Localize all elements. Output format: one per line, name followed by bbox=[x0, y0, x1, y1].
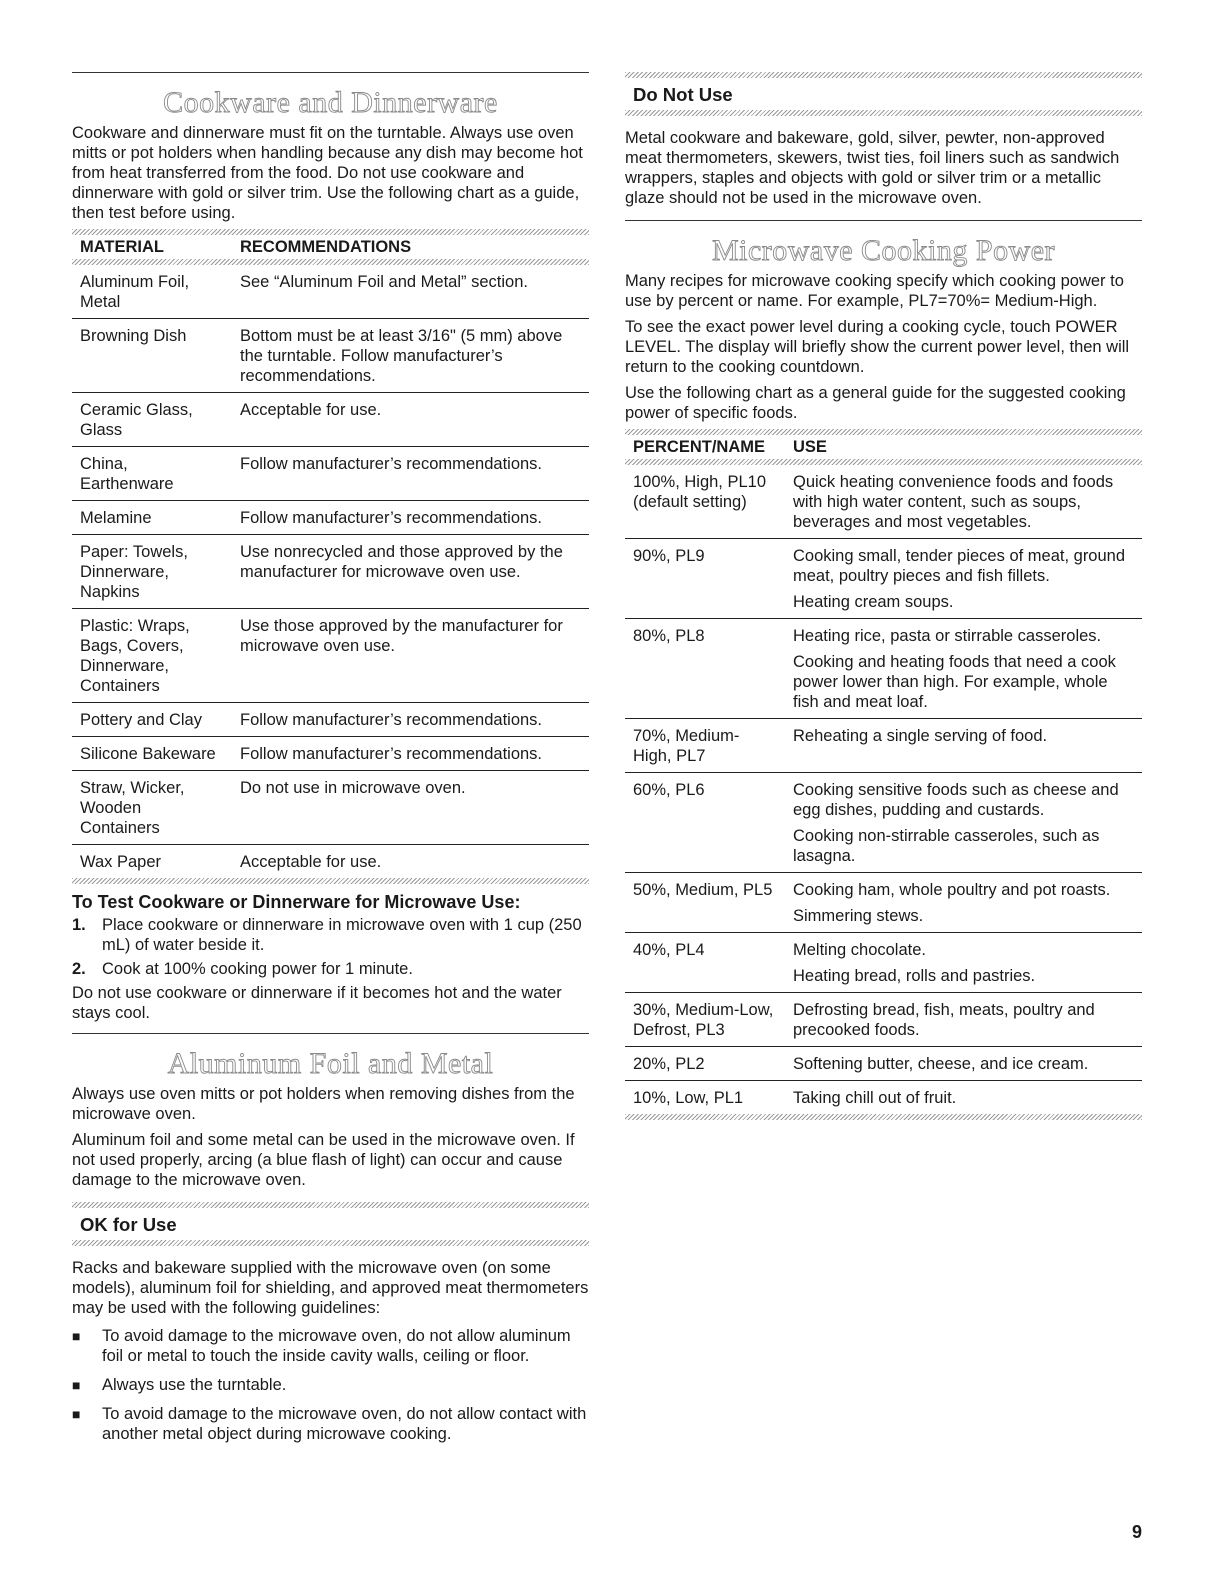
left-column bbox=[72, 72, 589, 1453]
col-header-recommendations: RECOMMENDATIONS bbox=[240, 238, 412, 256]
donot-text: Metal cookware and bakeware, gold, silver, pewter, non-approved meat thermometers, skewers, twist ties, foil liners such as sandwich wrappers, staples and objects with gold or silver trim or a metallic glaze should not be used in the microwave oven. bbox=[625, 129, 1120, 207]
section-rule bbox=[72, 1033, 589, 1034]
recommendation-cell: Follow manufacturer’s recommendations. bbox=[232, 737, 589, 771]
material-cell: Melamine bbox=[72, 501, 232, 535]
recommendation-cell: Acceptable for use. bbox=[240, 853, 382, 871]
table-row bbox=[625, 539, 1142, 619]
level-cell: 90%, PL9 bbox=[625, 539, 785, 619]
use-cell bbox=[785, 719, 1142, 773]
level-cell: 40%, PL4 bbox=[625, 933, 785, 993]
table-row bbox=[72, 447, 589, 501]
level-cell: 80%, PL8 bbox=[625, 619, 785, 719]
table-row bbox=[72, 535, 589, 609]
use-text: Cooking ham, whole poultry and pot roasts. bbox=[793, 881, 1111, 899]
col-header-material: MATERIAL bbox=[80, 238, 165, 256]
level-cell: 70%, Medium-High, PL7 bbox=[625, 719, 785, 773]
table-row bbox=[72, 265, 589, 319]
level-cell: 20%, PL2 bbox=[625, 1047, 785, 1081]
table-hatch-bottom bbox=[72, 878, 589, 884]
level-cell: 10%, Low, PL1 bbox=[633, 1089, 744, 1107]
list-item bbox=[72, 915, 589, 955]
level-cell: 50%, Medium, PL5 bbox=[625, 873, 785, 933]
donot-hatch-bottom bbox=[625, 110, 1142, 116]
section-rule bbox=[72, 72, 589, 73]
foil-paragraph-1: Always use oven mitts or pot holders when removing dishes from the microwave oven. bbox=[72, 1085, 575, 1123]
ok-hatch-bottom bbox=[72, 1240, 589, 1246]
material-cell: Plastic: Wraps, Bags, Covers, Dinnerware, Containers bbox=[72, 609, 232, 703]
ok-bullets bbox=[72, 1326, 589, 1444]
bullet-icon: ■ bbox=[72, 1328, 81, 1344]
use-cell bbox=[785, 933, 1142, 993]
use-cell bbox=[785, 873, 1142, 933]
use-text: Cooking sensitive foods such as cheese and egg dishes, pudding and custards. bbox=[793, 781, 1119, 819]
col-header-percent-name: PERCENT/NAME bbox=[633, 438, 766, 456]
step-text: Cook at 100% cooking power for 1 minute. bbox=[102, 960, 413, 978]
material-cell: Ceramic Glass, Glass bbox=[72, 393, 232, 447]
test-steps bbox=[72, 915, 589, 979]
table-row bbox=[72, 703, 589, 737]
use-cell bbox=[785, 1081, 1142, 1115]
recommendation-cell: Do not use in microwave oven. bbox=[232, 771, 589, 845]
table-row bbox=[625, 619, 1142, 719]
table-row bbox=[72, 845, 589, 879]
list-item bbox=[72, 1375, 589, 1395]
recommendation-cell: Follow manufacturer’s recommendations. bbox=[232, 447, 589, 501]
table-row bbox=[72, 737, 589, 771]
right-column bbox=[625, 72, 1142, 1120]
table-row bbox=[625, 1047, 1142, 1081]
ok-text: Racks and bakeware supplied with the microwave oven (on some models), aluminum foil for shielding, and approved meat thermometers may be used with the following guidelines: bbox=[72, 1259, 589, 1317]
col-header-use: USE bbox=[793, 438, 827, 456]
test-heading: To Test Cookware or Dinnerware for Microwave Use: bbox=[72, 892, 521, 912]
table-row bbox=[625, 1081, 1142, 1115]
list-item bbox=[72, 1326, 589, 1366]
table-row bbox=[625, 773, 1142, 873]
use-text: Simmering stews. bbox=[793, 907, 924, 925]
material-cell: China, Earthenware bbox=[72, 447, 232, 501]
use-text: Quick heating convenience foods and foods with high water content, such as soups, beverages and most vegetables. bbox=[793, 473, 1114, 531]
section-rule bbox=[625, 220, 1142, 221]
cookware-intro: Cookware and dinnerware must fit on the turntable. Always use oven mitts or pot holders when handling because any dish may become hot from heat transferred from the food. Do not use cookware and dinnerware with gold or silver trim. Use the following chart as a guide, then test before using. bbox=[72, 124, 583, 222]
table-row bbox=[625, 933, 1142, 993]
bullet-icon: ■ bbox=[72, 1377, 81, 1393]
use-cell bbox=[785, 773, 1142, 873]
recommendation-cell: See “Aluminum Foil and Metal” section. bbox=[232, 265, 589, 319]
bullet-icon: ■ bbox=[72, 1406, 81, 1422]
use-cell bbox=[785, 539, 1142, 619]
use-text: Defrosting bread, fish, meats, poultry and precooked foods. bbox=[793, 1001, 1095, 1039]
use-text: Cooking small, tender pieces of meat, ground meat, poultry pieces and fish fillets. bbox=[793, 547, 1126, 585]
use-text: Heating cream soups. bbox=[793, 593, 954, 611]
foil-title: Aluminum Foil and Metal bbox=[167, 1047, 494, 1080]
recommendation-cell: Follow manufacturer’s recommendations. bbox=[232, 501, 589, 535]
donot-heading: Do Not Use bbox=[633, 84, 733, 105]
use-text: Melting chocolate. bbox=[793, 941, 926, 959]
step-text: Place cookware or dinnerware in microwave oven with 1 cup (250 mL) of water beside it. bbox=[102, 916, 582, 954]
table-row bbox=[72, 319, 589, 393]
power-title: Microwave Cooking Power bbox=[711, 234, 1056, 267]
power-table-hatch-bottom bbox=[625, 1114, 1142, 1120]
test-note: Do not use cookware or dinnerware if it becomes hot and the water stays cool. bbox=[72, 984, 562, 1022]
recommendation-cell: Bottom must be at least 3/16" (5 mm) above the turntable. Follow manufacturer’s recommendations. bbox=[232, 319, 589, 393]
table-row bbox=[72, 771, 589, 845]
ok-heading: OK for Use bbox=[80, 1214, 177, 1235]
cookware-title: Cookware and Dinnerware bbox=[163, 86, 498, 119]
use-text: Taking chill out of fruit. bbox=[793, 1089, 957, 1107]
recommendation-cell: Acceptable for use. bbox=[232, 393, 589, 447]
bullet-text: Always use the turntable. bbox=[102, 1376, 287, 1394]
table-row bbox=[72, 393, 589, 447]
step-number: 1. bbox=[72, 916, 86, 934]
use-text: Heating rice, pasta or stirrable casseroles. bbox=[793, 627, 1102, 645]
use-text: Reheating a single serving of food. bbox=[793, 727, 1048, 745]
use-cell bbox=[785, 465, 1142, 539]
material-cell: Straw, Wicker, Wooden Containers bbox=[72, 771, 232, 845]
use-text: Cooking and heating foods that need a cook power lower than high. For example, whole fish and meat loaf. bbox=[793, 653, 1116, 711]
step-number: 2. bbox=[72, 960, 86, 978]
material-cell: Pottery and Clay bbox=[72, 703, 232, 737]
use-cell bbox=[785, 1047, 1142, 1081]
material-cell: Aluminum Foil, Metal bbox=[72, 265, 232, 319]
use-text: Cooking non-stirrable casseroles, such as lasagna. bbox=[793, 827, 1100, 865]
level-cell: 100%, High, PL10 (default setting) bbox=[625, 465, 785, 539]
cookware-table bbox=[72, 235, 589, 878]
level-cell: 30%, Medium-Low, Defrost, PL3 bbox=[625, 993, 785, 1047]
power-paragraph-1: Many recipes for microwave cooking specify which cooking power to use by percent or name. For example, PL7=70%= Medium-High. bbox=[625, 272, 1124, 310]
bullet-text: To avoid damage to the microwave oven, do not allow aluminum foil or metal to touch the inside cavity walls, ceiling or floor. bbox=[102, 1327, 571, 1365]
power-paragraph-2: To see the exact power level during a cooking cycle, touch POWER LEVEL. The display will briefly show the current power level, then will return to the cooking countdown. bbox=[625, 318, 1130, 376]
use-cell bbox=[785, 619, 1142, 719]
table-row bbox=[625, 719, 1142, 773]
table-row bbox=[72, 609, 589, 703]
foil-paragraph-2: Aluminum foil and some metal can be used in the microwave oven. If not used properly, arcing (a blue flash of light) can occur and cause damage to the microwave oven. bbox=[72, 1131, 575, 1189]
use-text: Heating bread, rolls and pastries. bbox=[793, 967, 1036, 985]
recommendation-cell: Use those approved by the manufacturer for microwave oven use. bbox=[232, 609, 589, 703]
table-row bbox=[625, 993, 1142, 1047]
recommendation-cell: Use nonrecycled and those approved by the manufacturer for microwave oven use. bbox=[232, 535, 589, 609]
use-text: Softening butter, cheese, and ice cream. bbox=[793, 1055, 1089, 1073]
bullet-text: To avoid damage to the microwave oven, do not allow contact with another metal object during microwave cooking. bbox=[102, 1405, 587, 1443]
use-cell bbox=[785, 993, 1142, 1047]
power-paragraph-3: Use the following chart as a general guide for the suggested cooking power of specific foods. bbox=[625, 384, 1126, 422]
recommendation-cell: Follow manufacturer’s recommendations. bbox=[232, 703, 589, 737]
material-cell: Browning Dish bbox=[72, 319, 232, 393]
table-row bbox=[625, 873, 1142, 933]
list-item bbox=[72, 1404, 589, 1444]
table-row bbox=[625, 465, 1142, 539]
page-number: 9 bbox=[1131, 1522, 1142, 1542]
material-cell: Wax Paper bbox=[80, 853, 162, 871]
material-cell: Silicone Bakeware bbox=[72, 737, 232, 771]
material-cell: Paper: Towels, Dinnerware, Napkins bbox=[72, 535, 232, 609]
power-table bbox=[625, 435, 1142, 1114]
table-row bbox=[72, 501, 589, 535]
level-cell: 60%, PL6 bbox=[625, 773, 785, 873]
list-item bbox=[72, 959, 589, 979]
